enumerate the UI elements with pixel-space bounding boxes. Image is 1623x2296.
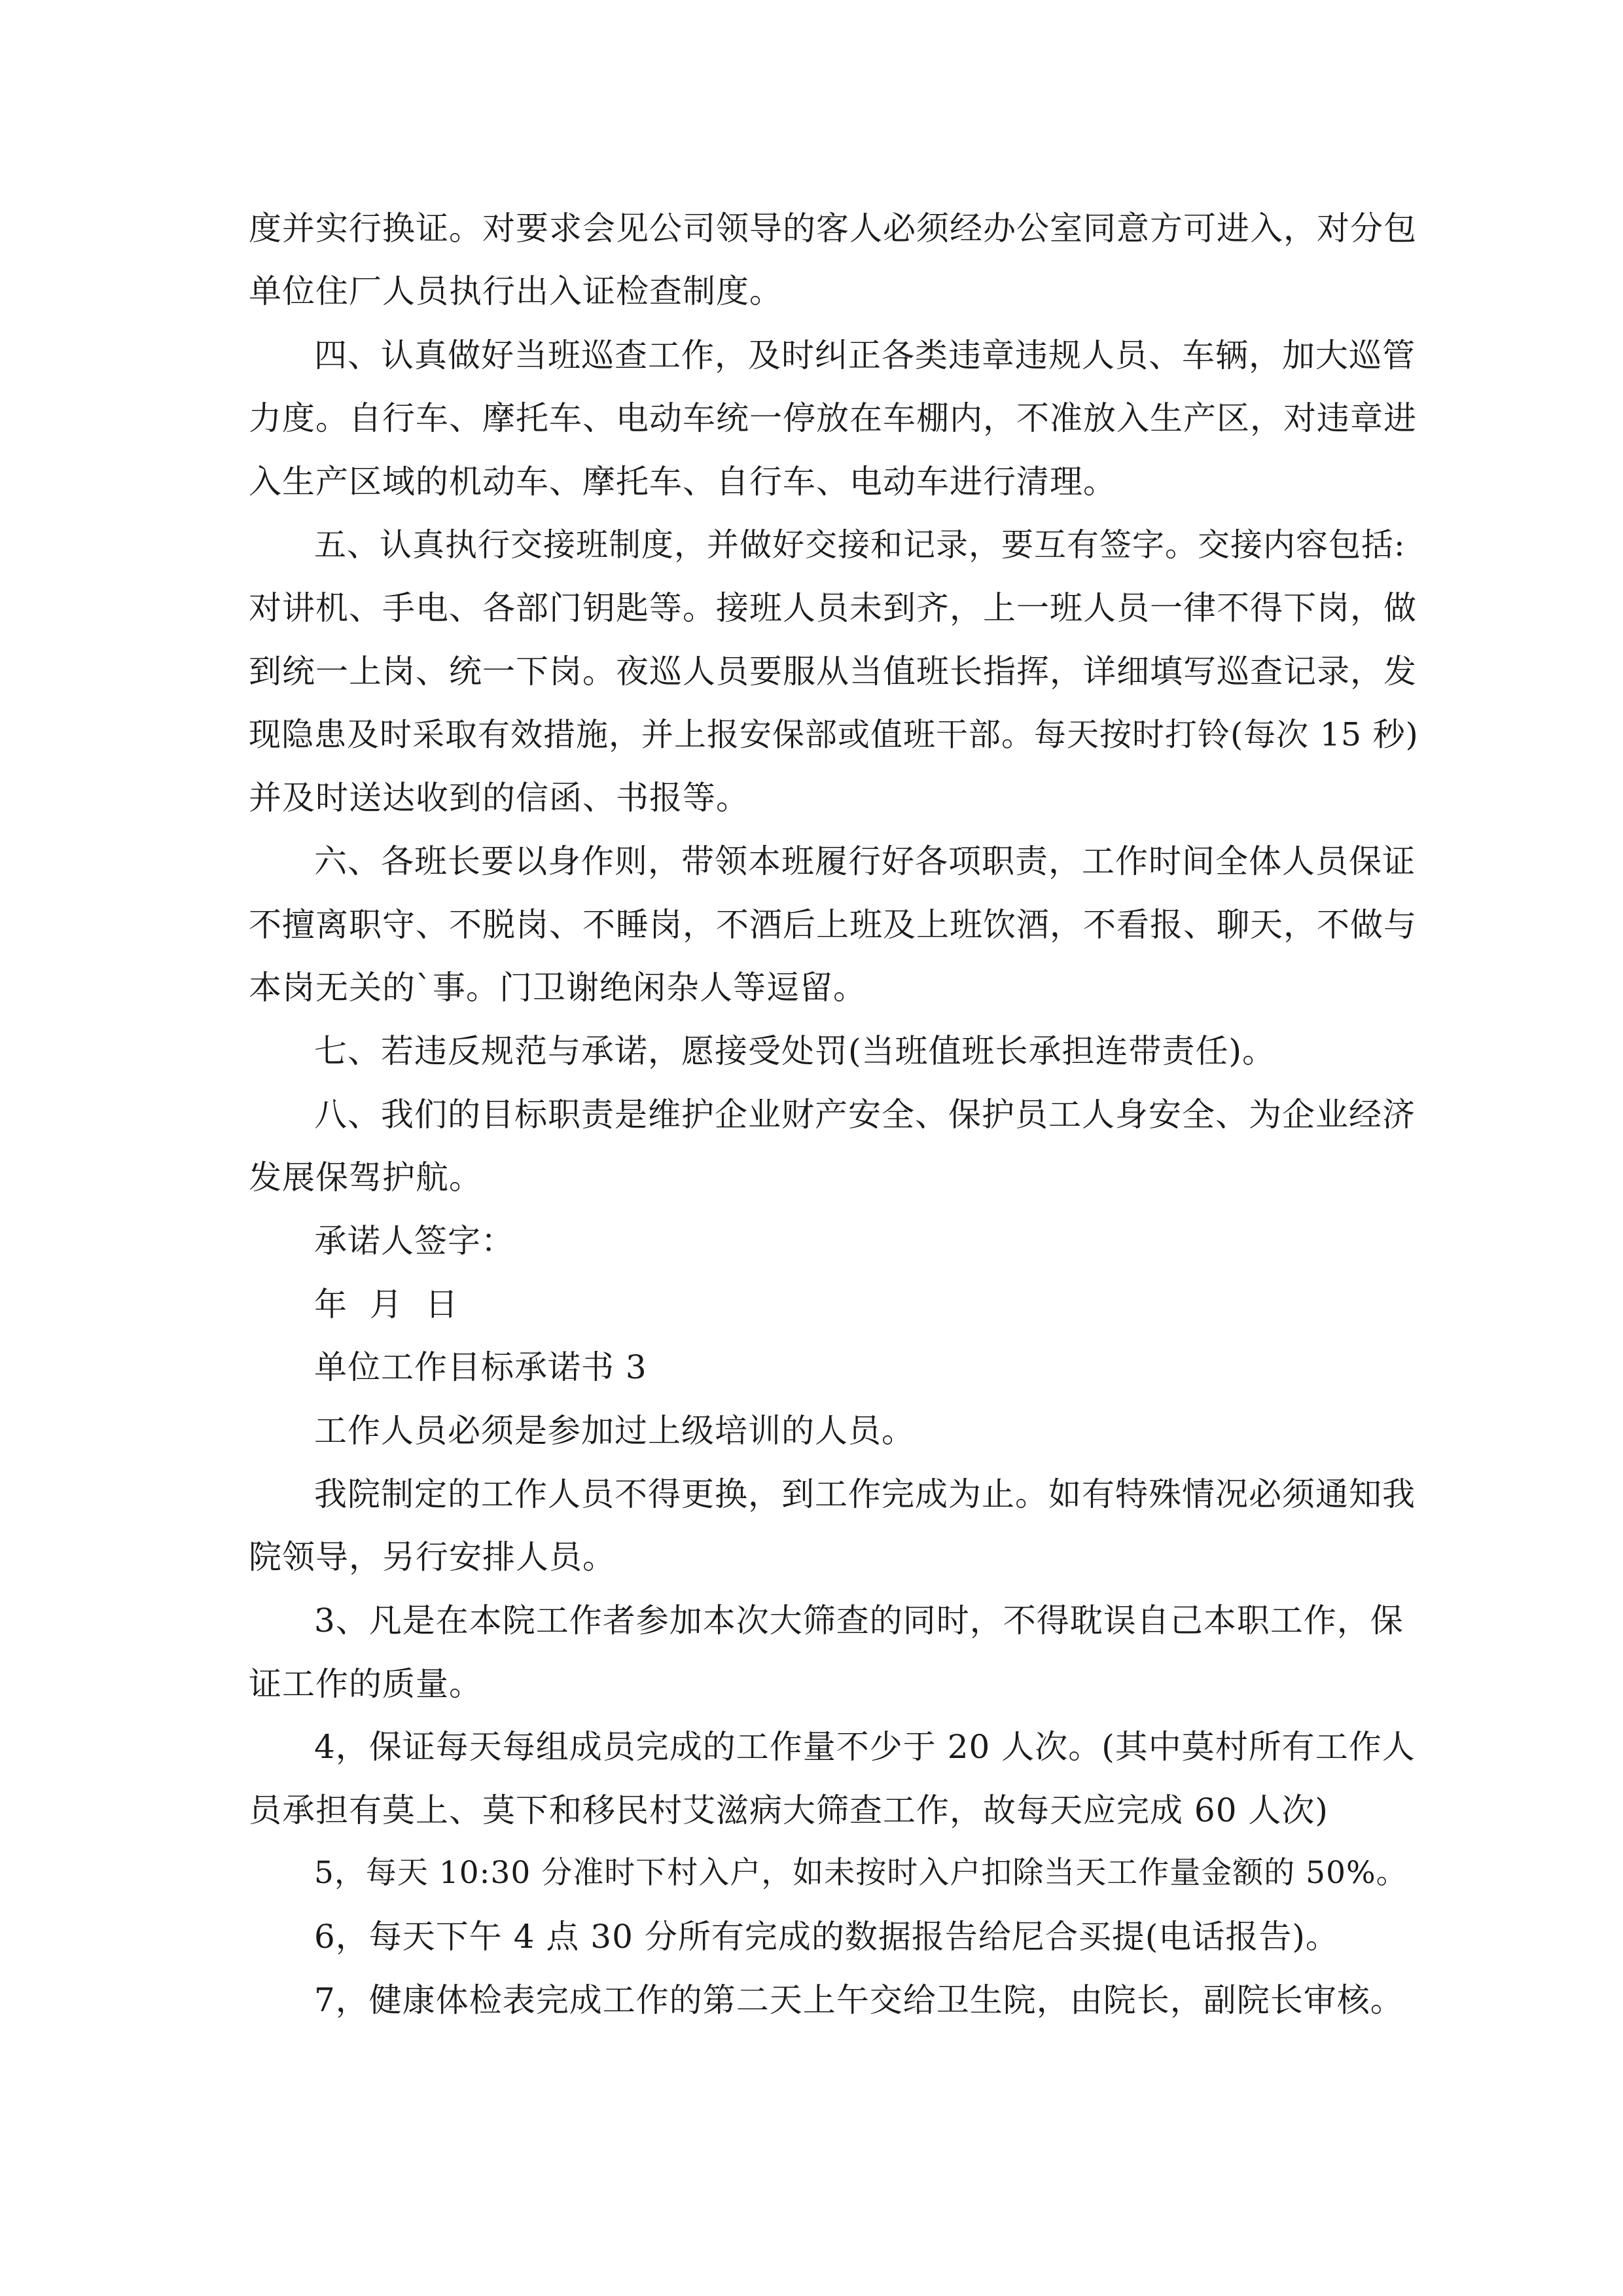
- text-line: 现隐患及时采取有效措施，并上报安保部或值班干部。每天按时打铃(每次 15 秒): [249, 716, 1419, 753]
- text-line: 6，每天下午 4 点 30 分所有完成的数据报告给尼合买提(电话报告)。: [314, 1918, 1339, 1956]
- text-line: 到统一上岗、统一下岗。夜巡人员要服从当值班长指挥，详细填写巡查记录，发: [249, 653, 1417, 691]
- section-title: 单位工作目标承诺书 3: [314, 1348, 647, 1386]
- text-line: 发展保驾护航。: [249, 1158, 482, 1196]
- text-line: 并及时送达收到的信函、书报等。: [249, 779, 749, 817]
- text-line: 入生产区域的机动车、摩托车、自行车、电动车进行清理。: [249, 463, 1116, 501]
- text-line: 八、我们的目标职责是维护企业财产安全、保护员工人身安全、为企业经济: [314, 1096, 1416, 1134]
- signature-label: 承诺人签字：: [314, 1222, 514, 1260]
- text-line: 我院制定的工作人员不得更换，到工作完成为止。如有特殊情况必须通知我: [314, 1475, 1416, 1513]
- text-line: 7，健康体检表完成工作的第二天上午交给卫生院，由院长，副院长审核。: [314, 1981, 1404, 2019]
- text-line: 3、凡是在本院工作者参加本次大筛查的同时，不得耽误自己本职工作，保: [314, 1602, 1404, 1640]
- text-line: 4，保证每天每组成员完成的工作量不少于 20 人次。(其中莫村所有工作人: [314, 1728, 1416, 1766]
- text-line: 六、各班长要以身作则，带领本班履行好各项职责，工作时间全体人员保证: [314, 842, 1416, 880]
- date-line: 年 月 日: [314, 1285, 459, 1323]
- text-line: 力度。自行车、摩托车、电动车统一停放在车棚内，不准放入生产区，对违章进: [249, 399, 1417, 437]
- text-line: 七、若违反规范与承诺，愿接受处罚(当班值班长承担连带责任)。: [314, 1032, 1276, 1070]
- text-line: 证工作的质量。: [249, 1665, 482, 1703]
- text-line: 四、认真做好当班巡查工作，及时纠正各类违章违规人员、车辆，加大巡管: [314, 336, 1416, 374]
- text-line: 五、认真执行交接班制度，并做好交接和记录，要互有签字。交接内容包括:: [314, 526, 1406, 564]
- text-line: 本岗无关的`事。门卫谢绝闲杂人等逗留。: [249, 969, 866, 1007]
- text-line: 院领导，另行安排人员。: [249, 1538, 616, 1576]
- text-line: 不擅离职守、不脱岗、不睡岗，不酒后上班及上班饮酒，不看报、聊天，不做与: [249, 906, 1417, 944]
- text-line: 单位住厂人员执行出入证检查制度。: [249, 272, 783, 310]
- text-line: 5，每天 10:30 分准时下村入户，如未按时入户扣除当天工作量金额的 50%。: [314, 1855, 1408, 1891]
- text-line: 工作人员必须是参加过上级培训的人员。: [314, 1412, 915, 1450]
- text-line: 对讲机、手电、各部门钥匙等。接班人员未到齐，上一班人员一律不得下岗，做: [249, 589, 1417, 627]
- text-line: 员承担有莫上、莫下和移民村艾滋病大筛查工作，故每天应完成 60 人次): [249, 1791, 1329, 1829]
- text-line: 度并实行换证。对要求会见公司领导的客人必须经办公室同意方可进入，对分包: [249, 209, 1417, 247]
